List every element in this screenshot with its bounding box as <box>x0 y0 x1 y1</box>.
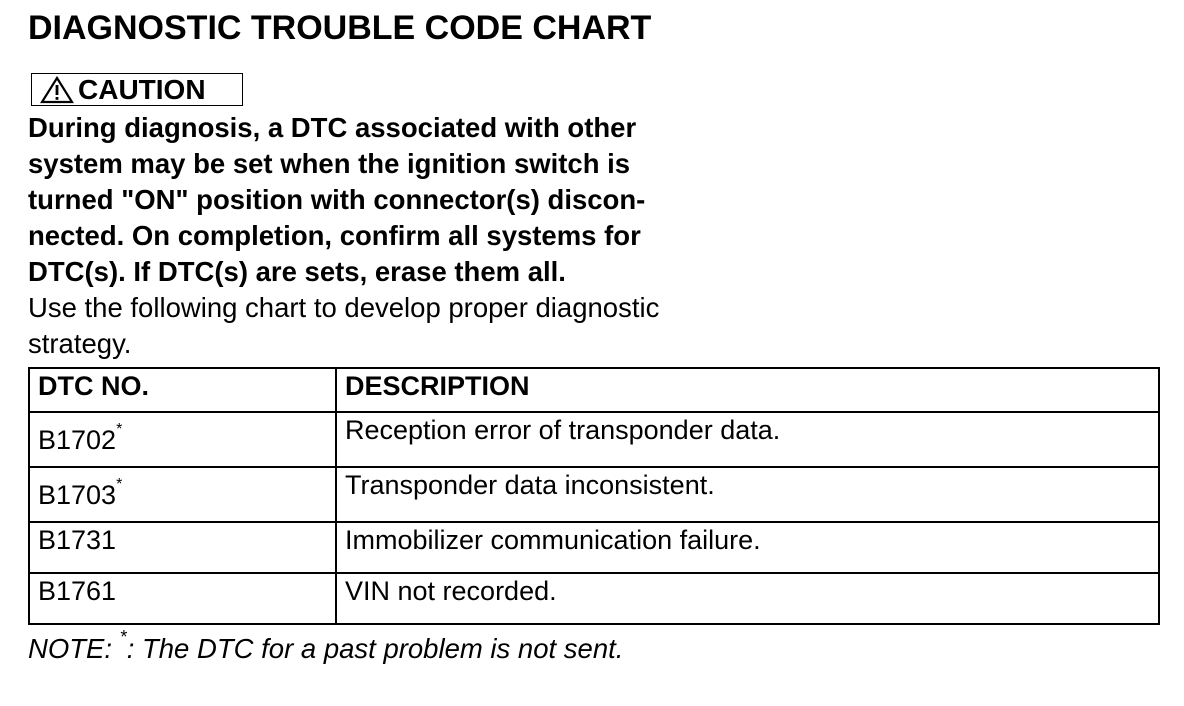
header-description: DESCRIPTION <box>336 368 1159 412</box>
dtc-mark: * <box>116 421 123 438</box>
dtc-code-cell <box>29 573 336 624</box>
caution-line: system may be set when the ignition switch is <box>28 148 631 179</box>
intro-line: Use the following chart to develop proper diagnostic <box>28 292 660 323</box>
dtc-code-cell <box>29 412 336 467</box>
table-row <box>29 573 1159 624</box>
table-row <box>29 522 1159 573</box>
caution-box <box>31 73 243 106</box>
intro-line: strategy. <box>28 328 132 359</box>
note-mark: * <box>119 627 127 647</box>
note-text: : The DTC for a past problem is not sent. <box>126 633 624 664</box>
caution-label: CAUTION <box>78 73 206 105</box>
table-header-row <box>29 368 1159 412</box>
dtc-code: B1703 <box>38 480 117 510</box>
table-row <box>29 412 1159 467</box>
page-title: DIAGNOSTIC TROUBLE CODE CHART <box>28 9 652 47</box>
caution-line: During diagnosis, a DTC associated with other <box>28 112 637 143</box>
dtc-description: Reception error of transponder data. <box>336 412 1159 467</box>
dtc-code-cell <box>29 467 336 522</box>
table-row <box>29 467 1159 522</box>
dtc-description: VIN not recorded. <box>336 573 1159 624</box>
caution-line: nected. On completion, confirm all systems for <box>28 220 641 251</box>
dtc-code: B1761 <box>38 576 117 606</box>
dtc-code: B1731 <box>38 525 117 555</box>
caution-line: turned "ON" position with connector(s) discon- <box>28 184 646 215</box>
header-dtc-no: DTC NO. <box>29 368 336 412</box>
dtc-table <box>28 367 1160 625</box>
warning-triangle-icon <box>40 76 74 104</box>
dtc-code: B1702 <box>38 425 117 455</box>
dtc-description: Transponder data inconsistent. <box>336 467 1159 522</box>
caution-text <box>28 110 748 290</box>
dtc-description: Immobilizer communication failure. <box>336 522 1159 573</box>
note-prefix: NOTE: <box>28 633 120 664</box>
dtc-mark: * <box>116 476 123 493</box>
dtc-code-cell <box>29 522 336 573</box>
intro-text <box>28 290 748 362</box>
footnote <box>28 627 624 665</box>
caution-line: DTC(s). If DTC(s) are sets, erase them all. <box>28 256 566 287</box>
